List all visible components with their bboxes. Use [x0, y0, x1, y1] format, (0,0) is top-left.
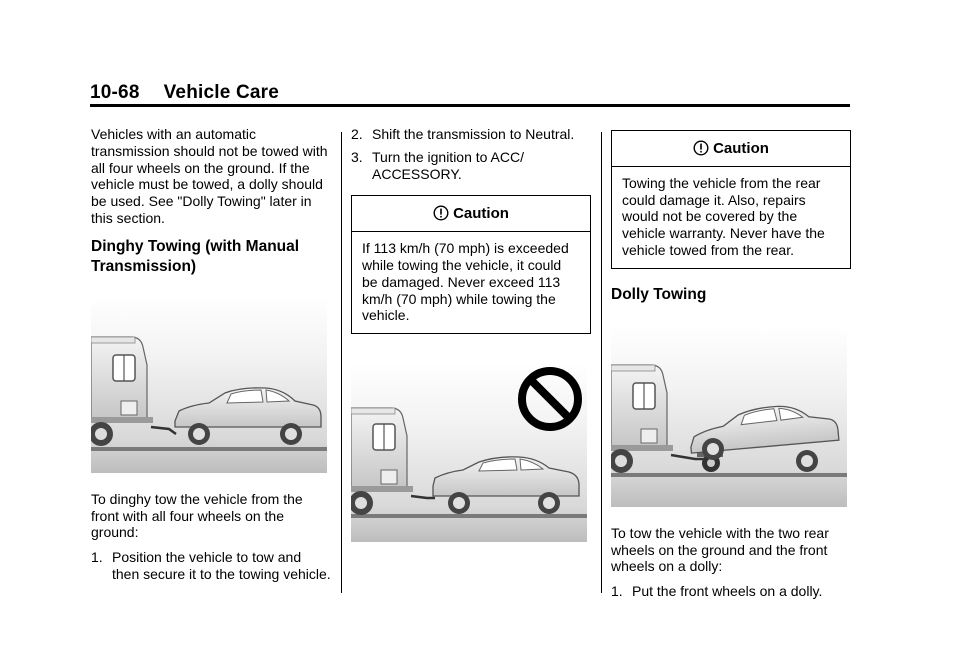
caution-title: Caution [453, 205, 509, 223]
list-item [91, 549, 331, 583]
column-2 [351, 126, 591, 542]
dinghy-instructions-paragraph: To dinghy tow the vehicle from the front with all four wheels on the ground: [91, 490, 303, 541]
dolly-towing-illustration [611, 325, 847, 507]
column-3 [611, 126, 851, 606]
caution-header [352, 196, 590, 232]
caution-title: Caution [713, 140, 769, 157]
column-divider [601, 132, 602, 593]
dolly-instructions-paragraph: To tow the vehicle with the two rear wheels on the ground and the front wheels on a dolly: [611, 524, 829, 575]
caution-box [611, 130, 851, 269]
prohibited-towing-illustration [351, 364, 587, 542]
dinghy-towing-illustration [91, 297, 327, 473]
caution-text: If 113 km/h (70 mph) is exceeded while towing the vehicle, it could be damaged. Never exceed 113 km/h (70 mph) while towing the vehicle. [362, 240, 569, 324]
page-number: 10-68 [90, 82, 140, 103]
caution-box [351, 195, 591, 334]
caution-icon [433, 205, 449, 221]
section-title: Vehicle Care [163, 82, 280, 103]
list-item-number: 3. [351, 148, 363, 165]
caution-text: Towing the vehicle from the rear could damage it. Also, repairs would not be covered by the vehicle warranty. Never have the vehicle towed from the rear. [622, 174, 825, 258]
column-divider [341, 132, 342, 593]
list-item [351, 149, 591, 183]
page-header [90, 82, 279, 104]
section-heading-dolly-towing: Dolly Towing [611, 285, 707, 303]
list-item-text: Shift the transmission to Neutral. [372, 126, 575, 142]
list-item [611, 583, 851, 600]
list-item-text: Turn the ignition to ACC/ ACCESSORY. [372, 148, 525, 182]
caution-icon [693, 140, 709, 156]
list-item-number: 1. [611, 583, 623, 600]
list-item-text: Put the front wheels on a dolly. [632, 583, 823, 600]
list-item-number: 1. [91, 549, 103, 566]
caution-header [612, 131, 850, 167]
header-rule [90, 104, 850, 107]
list-item-number: 2. [351, 126, 363, 142]
column-1 [91, 126, 331, 589]
section-heading-dinghy-towing: Dinghy Towing (with Manual Transmission) [91, 237, 300, 275]
list-item [351, 126, 591, 143]
intro-paragraph: Vehicles with an automatic transmission should not be towed with all four wheels on the ground. If the vehicle must be towed, a dolly should be used. See "Dolly Towing" later in this section. [91, 126, 328, 226]
list-item-text: Position the vehicle to tow and then secure it to the towing vehicle. [112, 549, 331, 582]
